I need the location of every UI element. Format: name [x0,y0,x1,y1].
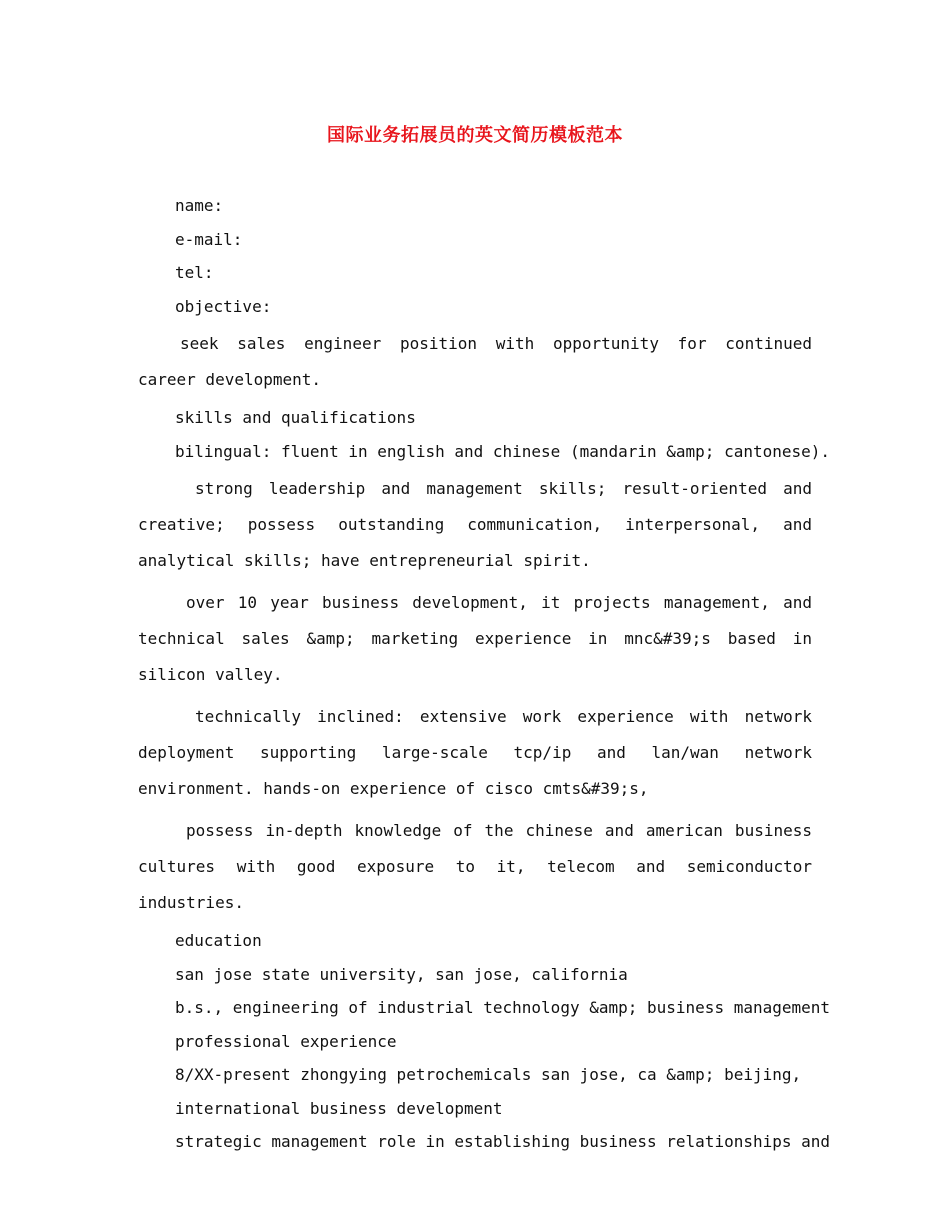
education-degree: b.s., engineering of industrial technology &amp; business management [175,998,831,1017]
skill-technical-paragraph: technically inclined: extensive work experience with network deployment supporting large-scale tcp/ip and lan/wan network environment. hands-on experience of cisco cmts&#39;s, [138,707,812,798]
education-school: san jose state university, san jose, california [175,964,628,984]
objective-heading: objective: [175,296,272,316]
skill-bilingual: bilingual: fluent in english and chinese (mandarin &amp; cantonese). [175,441,831,461]
experience-role: international business development [175,1098,503,1118]
skill-leadership-paragraph: strong leadership and management skills; result-oriented and creative; possess outstanding communication, interpersonal, and analytical skills; have entrepreneurial spirit. [138,479,812,570]
name-label: name: [175,196,224,215]
education-heading: education [175,931,262,950]
objective-paragraph: seek sales engineer position with opportunity for continued career development. [138,334,812,389]
experience-heading: professional experience [175,1031,397,1051]
skill-culture-paragraph: possess in-depth knowledge of the chinese and american business cultures with good exposure to it, telecom and semiconductor industries. [138,821,812,912]
skills-heading: skills and qualifications [175,408,416,427]
skill-experience-paragraph: over 10 year business development, it projects management, and technical sales &amp; marketing experience in mnc&#39;s based in silicon valley. [138,593,812,684]
experience-description: strategic management role in establishing business relationships and [175,1132,831,1151]
document-title: 国际业务拓展员的英文简历模板范本 [327,125,623,146]
email-label: e-mail: [175,229,243,249]
experience-employer: 8/XX-present zhongying petrochemicals san jose, ca &amp; beijing, [175,1065,802,1084]
document-body [138,192,831,1162]
tel-label: tel: [175,263,214,282]
